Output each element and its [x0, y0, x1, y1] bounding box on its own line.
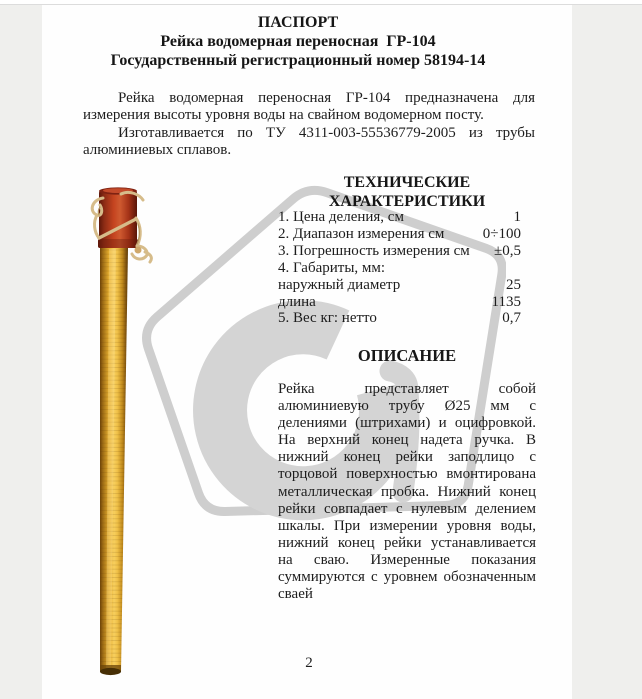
rod-bottom-tip: [100, 668, 121, 675]
spec-value: 0÷100: [482, 225, 521, 242]
spec-value: 1135: [491, 293, 521, 310]
spec-label: 5. Вес кг: нетто: [278, 310, 377, 327]
rod-photo: [85, 186, 160, 678]
spec-label: 2. Диапазон измерения см: [278, 225, 445, 242]
doc-reg-number: Государственный регистрационный номер 58194-14: [110, 52, 486, 69]
spec-row: [278, 310, 521, 327]
spec-label: наружный диаметр: [278, 276, 401, 293]
spec-label: 4. Габариты, мм:: [278, 259, 386, 276]
intro-section: [83, 90, 535, 159]
document-header: [60, 13, 536, 70]
intro-paragraph-1: Рейка водомерная переносная ГР-104 предназначена для измерения высоты уровня воды на свайном водомерном посту.: [83, 90, 535, 124]
spec-value: 25: [506, 276, 521, 293]
spec-label: 1. Цена деления, см: [278, 209, 404, 225]
page-number: 2: [305, 655, 313, 671]
description-body: Рейка представляет собой алюминиевую трубу Ø25 мм с делениями (штрихами) и оцифровкой. На верхний конец надета ручка. В нижний конец рейки заподлицо с торцовой поверхностью вмонтирована металлическая пробка. Нижний конец рейки совпадает с нулевым делением шкалы. При измерении уровня воды, нижний конец рейки устанавливается на сваю. Измеренные показания суммируются с уровнем обозначенным сваей: [278, 381, 536, 603]
doc-subtitle: Рейка водомерная переносная ГР-104: [160, 33, 436, 50]
spec-row: [278, 209, 521, 226]
spec-row: [278, 260, 521, 277]
description-heading: ОПИСАНИЕ: [357, 346, 457, 365]
spec-row: [278, 277, 521, 294]
specs-heading: ТЕХНИЧЕСКИЕ ХАРАКТЕРИСТИКИ: [328, 174, 486, 210]
intro-paragraph-2: Изготавливается по ТУ 4311-003-55536779-2005 из трубы алюминиевых сплавов.: [83, 124, 535, 158]
doc-title: ПАСПОРТ: [257, 14, 339, 31]
rod-handle: [98, 187, 138, 248]
spec-row: [278, 294, 521, 311]
spec-label: 3. Погрешность измерения см: [278, 242, 470, 259]
spec-row: [278, 243, 521, 260]
specs-table: [278, 209, 521, 327]
spec-value: ±0,5: [494, 242, 521, 259]
spec-label: длина: [278, 293, 316, 310]
spec-value: 0,7: [502, 310, 521, 327]
spec-value: 1: [513, 209, 521, 225]
spec-row: [278, 226, 521, 243]
